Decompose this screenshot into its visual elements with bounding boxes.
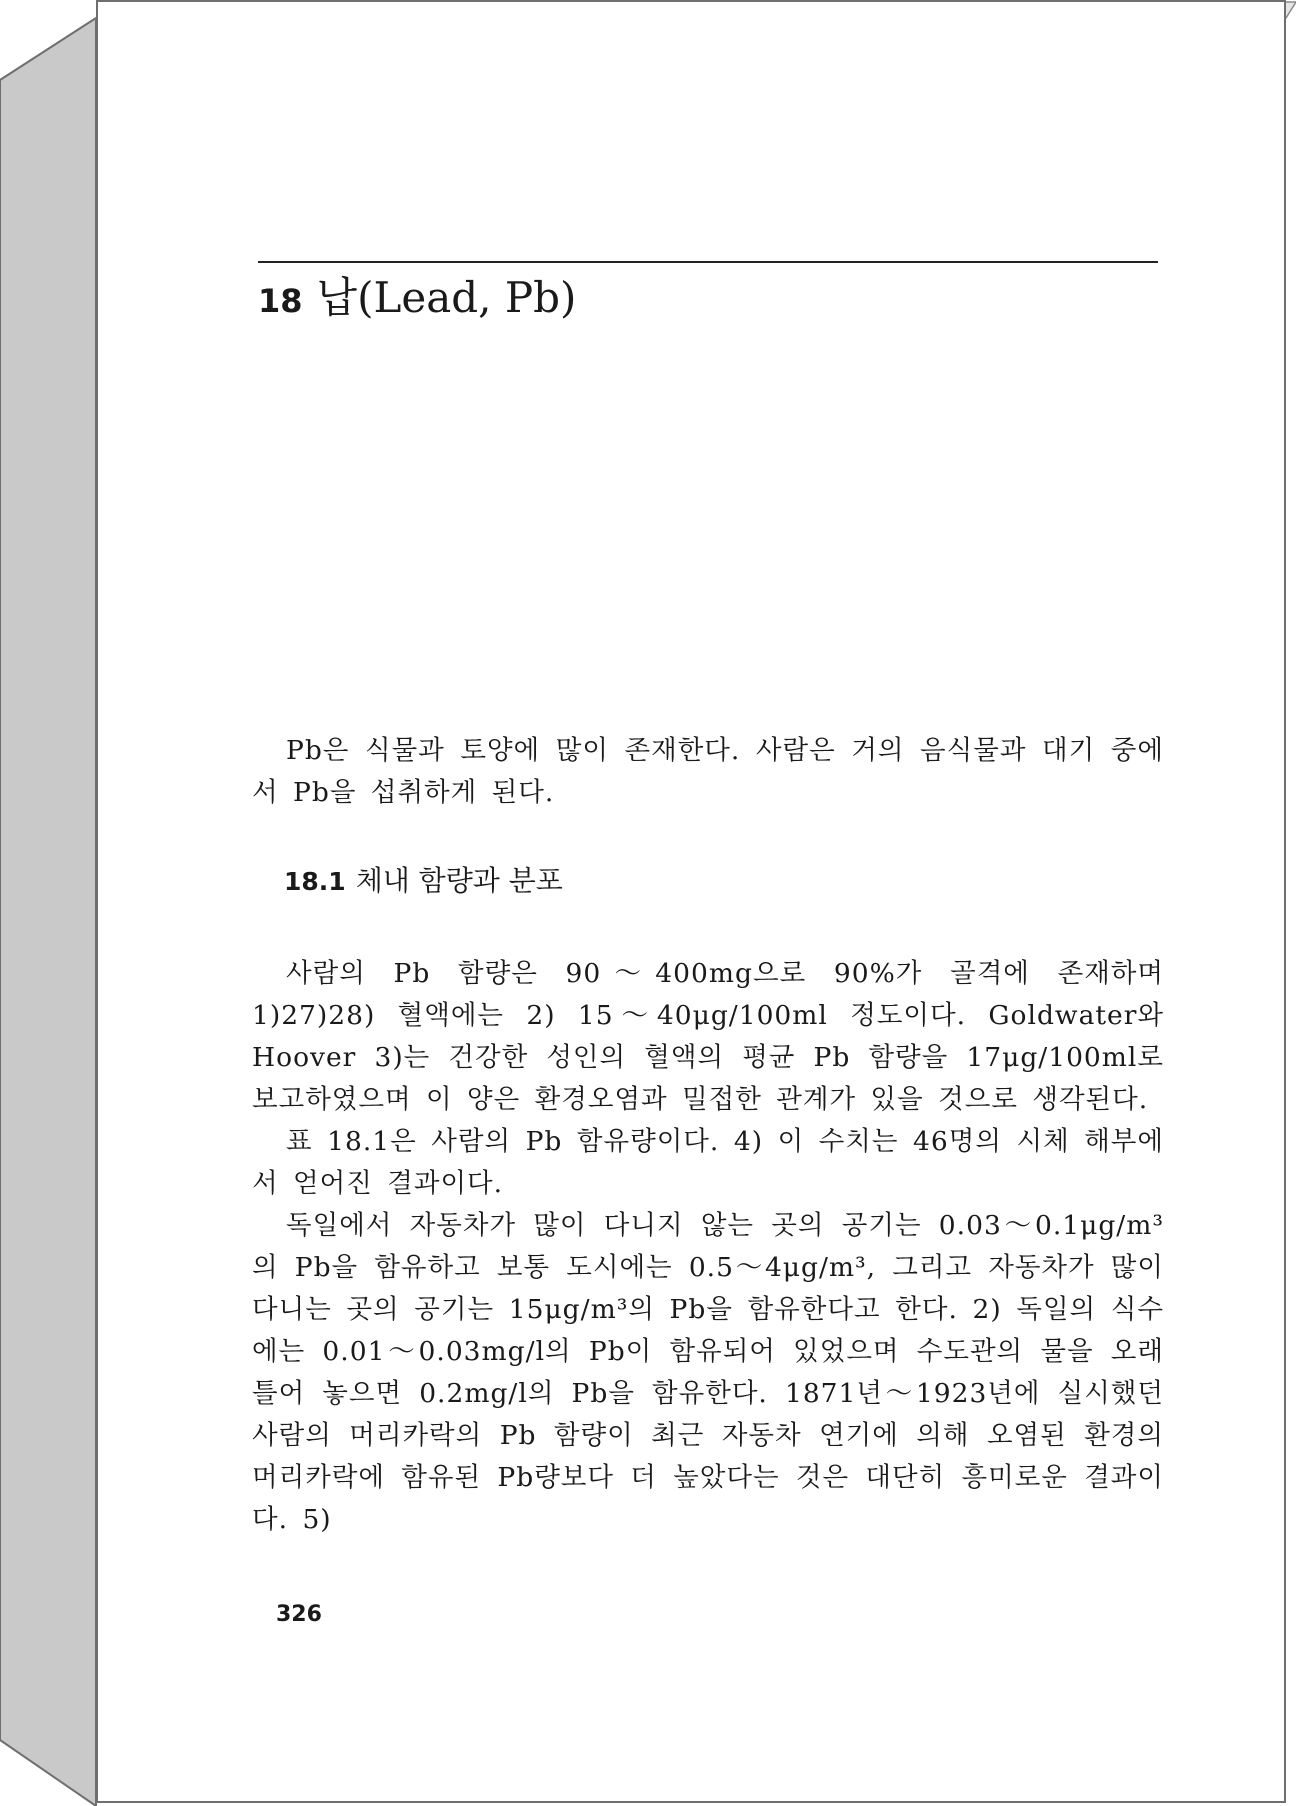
section-heading (284, 860, 563, 903)
section-title: 체내 함량과 분포 (355, 864, 563, 897)
intro-paragraph (252, 730, 1164, 814)
section-body (252, 953, 1164, 1541)
page-number: 326 (276, 1602, 322, 1627)
chapter-rule (258, 261, 1158, 263)
chapter-heading (258, 270, 576, 329)
page-content (98, 2, 1284, 1801)
page (96, 0, 1286, 1803)
paragraph-3: 독일에서 자동차가 많이 다니지 않는 곳의 공기는 0.03～0.1μg/m³의 Pb을 함유하고 보통 도시에는 0.5～4μg/m³, 그리고 자동차가 많이 다니는 곳의 공기는 15μg/m³의 Pb을 함유한다고 한다. 2) 독일의 식수에는 0.01～0.03mg/l의 Pb이 함유되어 있었으며 수도관의 물을 오래 틀어 놓으면 0.2mg/l의 Pb을 함유한다. 1871년～1923년에 실시했던 사람의 머리카락의 Pb 함량이 최근 자동차 연기에 의해 오염된 환경의 머리카락에 함유된 Pb량보다 더 높았다는 것은 대단히 흥미로운 결과이다. 5) (252, 1210, 1164, 1535)
chapter-title: 납(Lead, Pb) (316, 273, 577, 322)
section-number: 18.1 (284, 867, 346, 896)
paragraph-1: 사람의 Pb 함량은 90～400mg으로 90%가 골격에 존재하며 1)27)28) 혈액에는 2) 15～40μg/100ml 정도이다. Goldwater와 Hoover 3)는 건강한 성인의 혈액의 평균 Pb 함량을 17μg/100ml로 보고하였으며 이 양은 환경오염과 밀접한 관계가 있을 것으로 생각된다. (252, 958, 1164, 1115)
intro-text: Pb은 식물과 토양에 많이 존재한다. 사람은 거의 음식물과 대기 중에서 Pb을 섭취하게 된다. (252, 735, 1164, 808)
chapter-number: 18 (258, 282, 303, 320)
paragraph-2: 표 18.1은 사람의 Pb 함유량이다. 4) 이 수치는 46명의 시체 해부에서 얻어진 결과이다. (252, 1126, 1164, 1199)
